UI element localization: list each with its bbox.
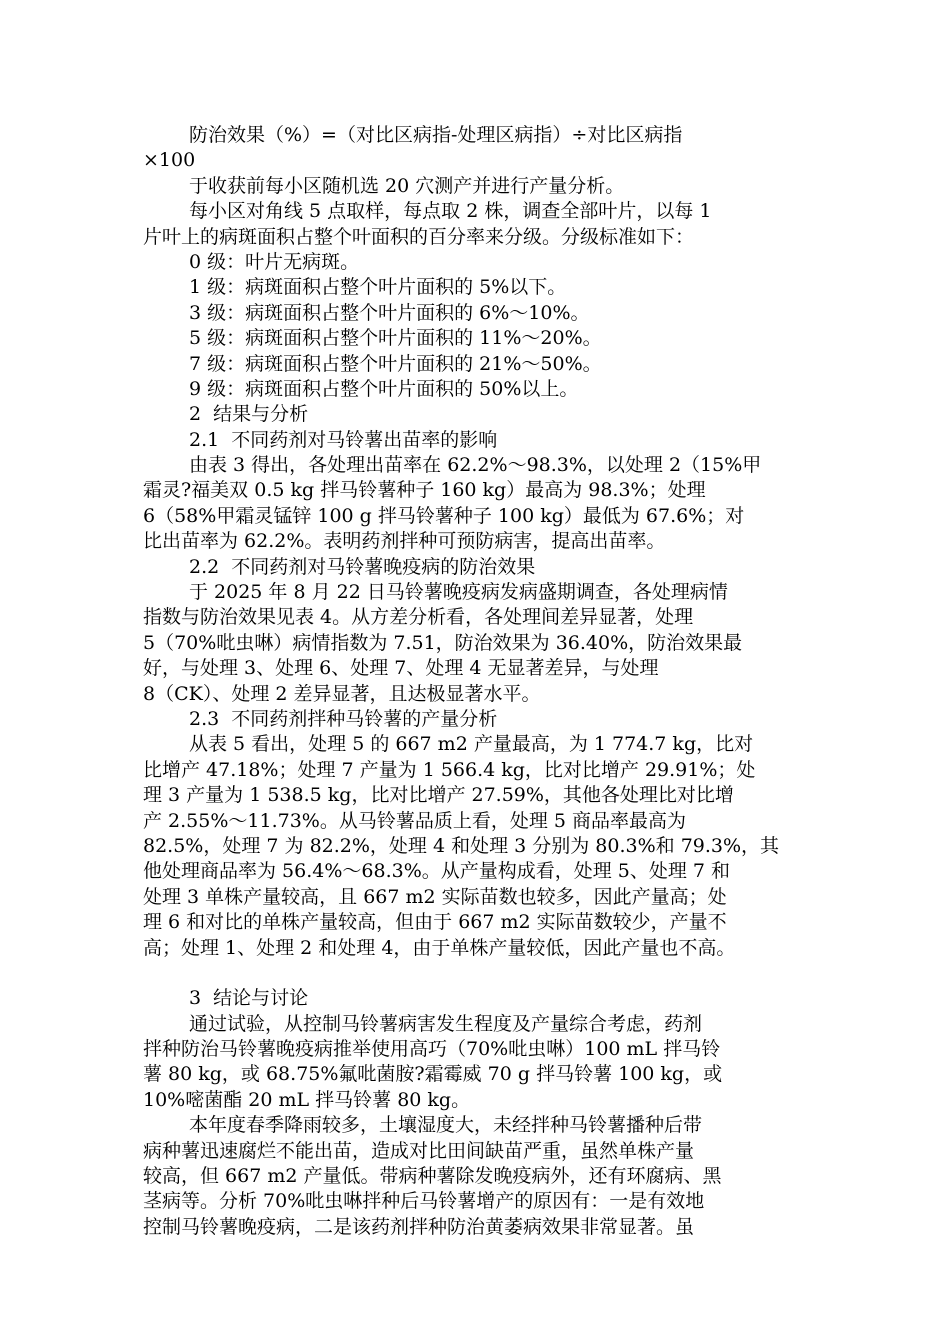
text-line: 82.5%，处理 7 为 82.2%，处理 4 和处理 3 分别为 80.3%和 79.3%，其: [143, 834, 780, 857]
text-line: 产 2.55%～11.73%。从马铃薯品质上看，处理 5 商品率最高为: [143, 809, 687, 832]
text-line: 5（70%吡虫啉）病情指数为 7.51，防治效果为 36.40%，防治效果最: [143, 631, 743, 654]
text-line: ×100: [143, 149, 196, 172]
text-line: 由表 3 得出，各处理出苗率在 62.2%～98.3%，以处理 2（15%甲: [189, 454, 762, 477]
blank-line: [143, 961, 803, 986]
text-line: 较高，但 667 m2 产量低。带病种薯除发晚疫病外，还有环腐病、黑: [143, 1165, 722, 1188]
text-line: 5 级：病斑面积占整个叶片面积的 11%～20%。: [189, 327, 602, 350]
text-line: 从表 5 看出，处理 5 的 667 m2 产量最高，为 1 774.7 kg，比对: [189, 733, 754, 756]
text-line: 指数与防治效果见表 4。从方差分析看，各处理间差异显著，处理: [143, 606, 694, 629]
text-line: 片叶上的病斑面积占整个叶面积的百分率来分级。分级标准如下：: [143, 225, 695, 248]
text-line: 3 级：病斑面积占整个叶片面积的 6%～10%。: [189, 301, 590, 324]
text-line: 病种薯迅速腐烂不能出苗，造成对比田间缺苗严重，虽然单株产量: [143, 1139, 695, 1162]
text-line: 3 结论与讨论: [189, 987, 309, 1010]
text-line: 薯 80 kg，或 68.75%氟吡菌胺?霜霉威 70 g 拌马铃薯 100 kg，或: [143, 1063, 723, 1086]
text-line: 于 2025 年 8 月 22 日马铃薯晚疫病发病盛期调查，各处理病情: [189, 581, 728, 604]
text-line: 0 级：叶片无病斑。: [189, 250, 360, 273]
text-line: 防治效果（%）=（对比区病指-处理区病指）÷对比区病指: [189, 124, 683, 146]
text-line: 1 级：病斑面积占整个叶片面积的 5%以下。: [189, 276, 567, 299]
text-line: 8（CK）、处理 2 差异显著，且达极显著水平。: [143, 682, 541, 705]
text-line: 理 3 产量为 1 538.5 kg，比对比增产 27.59%，其他各处理比对比增: [143, 784, 734, 807]
document-body: [143, 123, 803, 1240]
text-line: 好，与处理 3、处理 6、处理 7、处理 4 无显著差异，与处理: [143, 657, 659, 680]
text-line: 控制马铃薯晚疫病，二是该药剂拌种防治黄萎病效果非常显著。虽: [143, 1215, 695, 1238]
text-line: 7 级：病斑面积占整个叶片面积的 21%～50%。: [189, 352, 602, 375]
text-line: 9 级：病斑面积占整个叶片面积的 50%以上。: [189, 377, 579, 400]
text-line: 拌种防治马铃薯晚疫病推举使用高巧（70%吡虫啉）100 mL 拌马铃: [143, 1038, 721, 1061]
text-line: 2 结果与分析: [189, 403, 309, 426]
text-line: 比出苗率为 62.2%。表明药剂拌种可预防病害，提高出苗率。: [143, 530, 666, 553]
text-line: 处理 3 单株产量较高，且 667 m2 实际苗数也较多，因此产量高；处: [143, 885, 727, 908]
text-line: 他处理商品率为 56.4%～68.3%。从产量构成看，处理 5、处理 7 和: [143, 860, 731, 883]
text-line: 比增产 47.18%；处理 7 产量为 1 566.4 kg，比对比增产 29.91%；处: [143, 758, 756, 781]
text-line: 6（58%甲霜灵锰锌 100 g 拌马铃薯种子 100 kg）最低为 67.6%；对: [143, 504, 745, 527]
text-line: 通过试验，从控制马铃薯病害发生程度及产量综合考虑，药剂: [189, 1012, 703, 1035]
text-line: 于收获前每小区随机选 20 穴测产并进行产量分析。: [189, 174, 625, 197]
text-line: 2.1 不同药剂对马铃薯出苗率的影响: [189, 428, 498, 451]
text-line: 高；处理 1、处理 2 和处理 4，由于单株产量较低，因此产量也不高。: [143, 936, 736, 959]
text-line: 每小区对角线 5 点取样，每点取 2 株，调查全部叶片，以每 1: [189, 200, 712, 223]
text-line: 霜灵?福美双 0.5 kg 拌马铃薯种子 160 kg）最高为 98.3%；处理: [143, 479, 706, 502]
text-line: 茎病等。分析 70%吡虫啉拌种后马铃薯增产的原因有：一是有效地: [143, 1190, 705, 1213]
text-line: 理 6 和对比的单株产量较高，但由于 667 m2 实际苗数较少，产量不: [143, 911, 727, 934]
text-line: 本年度春季降雨较多，土壤湿度大，未经拌种马铃薯播种后带: [189, 1114, 703, 1137]
text-line: 2.2 不同药剂对马铃薯晚疫病的防治效果: [189, 555, 536, 578]
text-line: 2.3 不同药剂拌种马铃薯的产量分析: [189, 707, 498, 730]
text-line: 10%嘧菌酯 20 mL 拌马铃薯 80 kg。: [143, 1088, 471, 1111]
